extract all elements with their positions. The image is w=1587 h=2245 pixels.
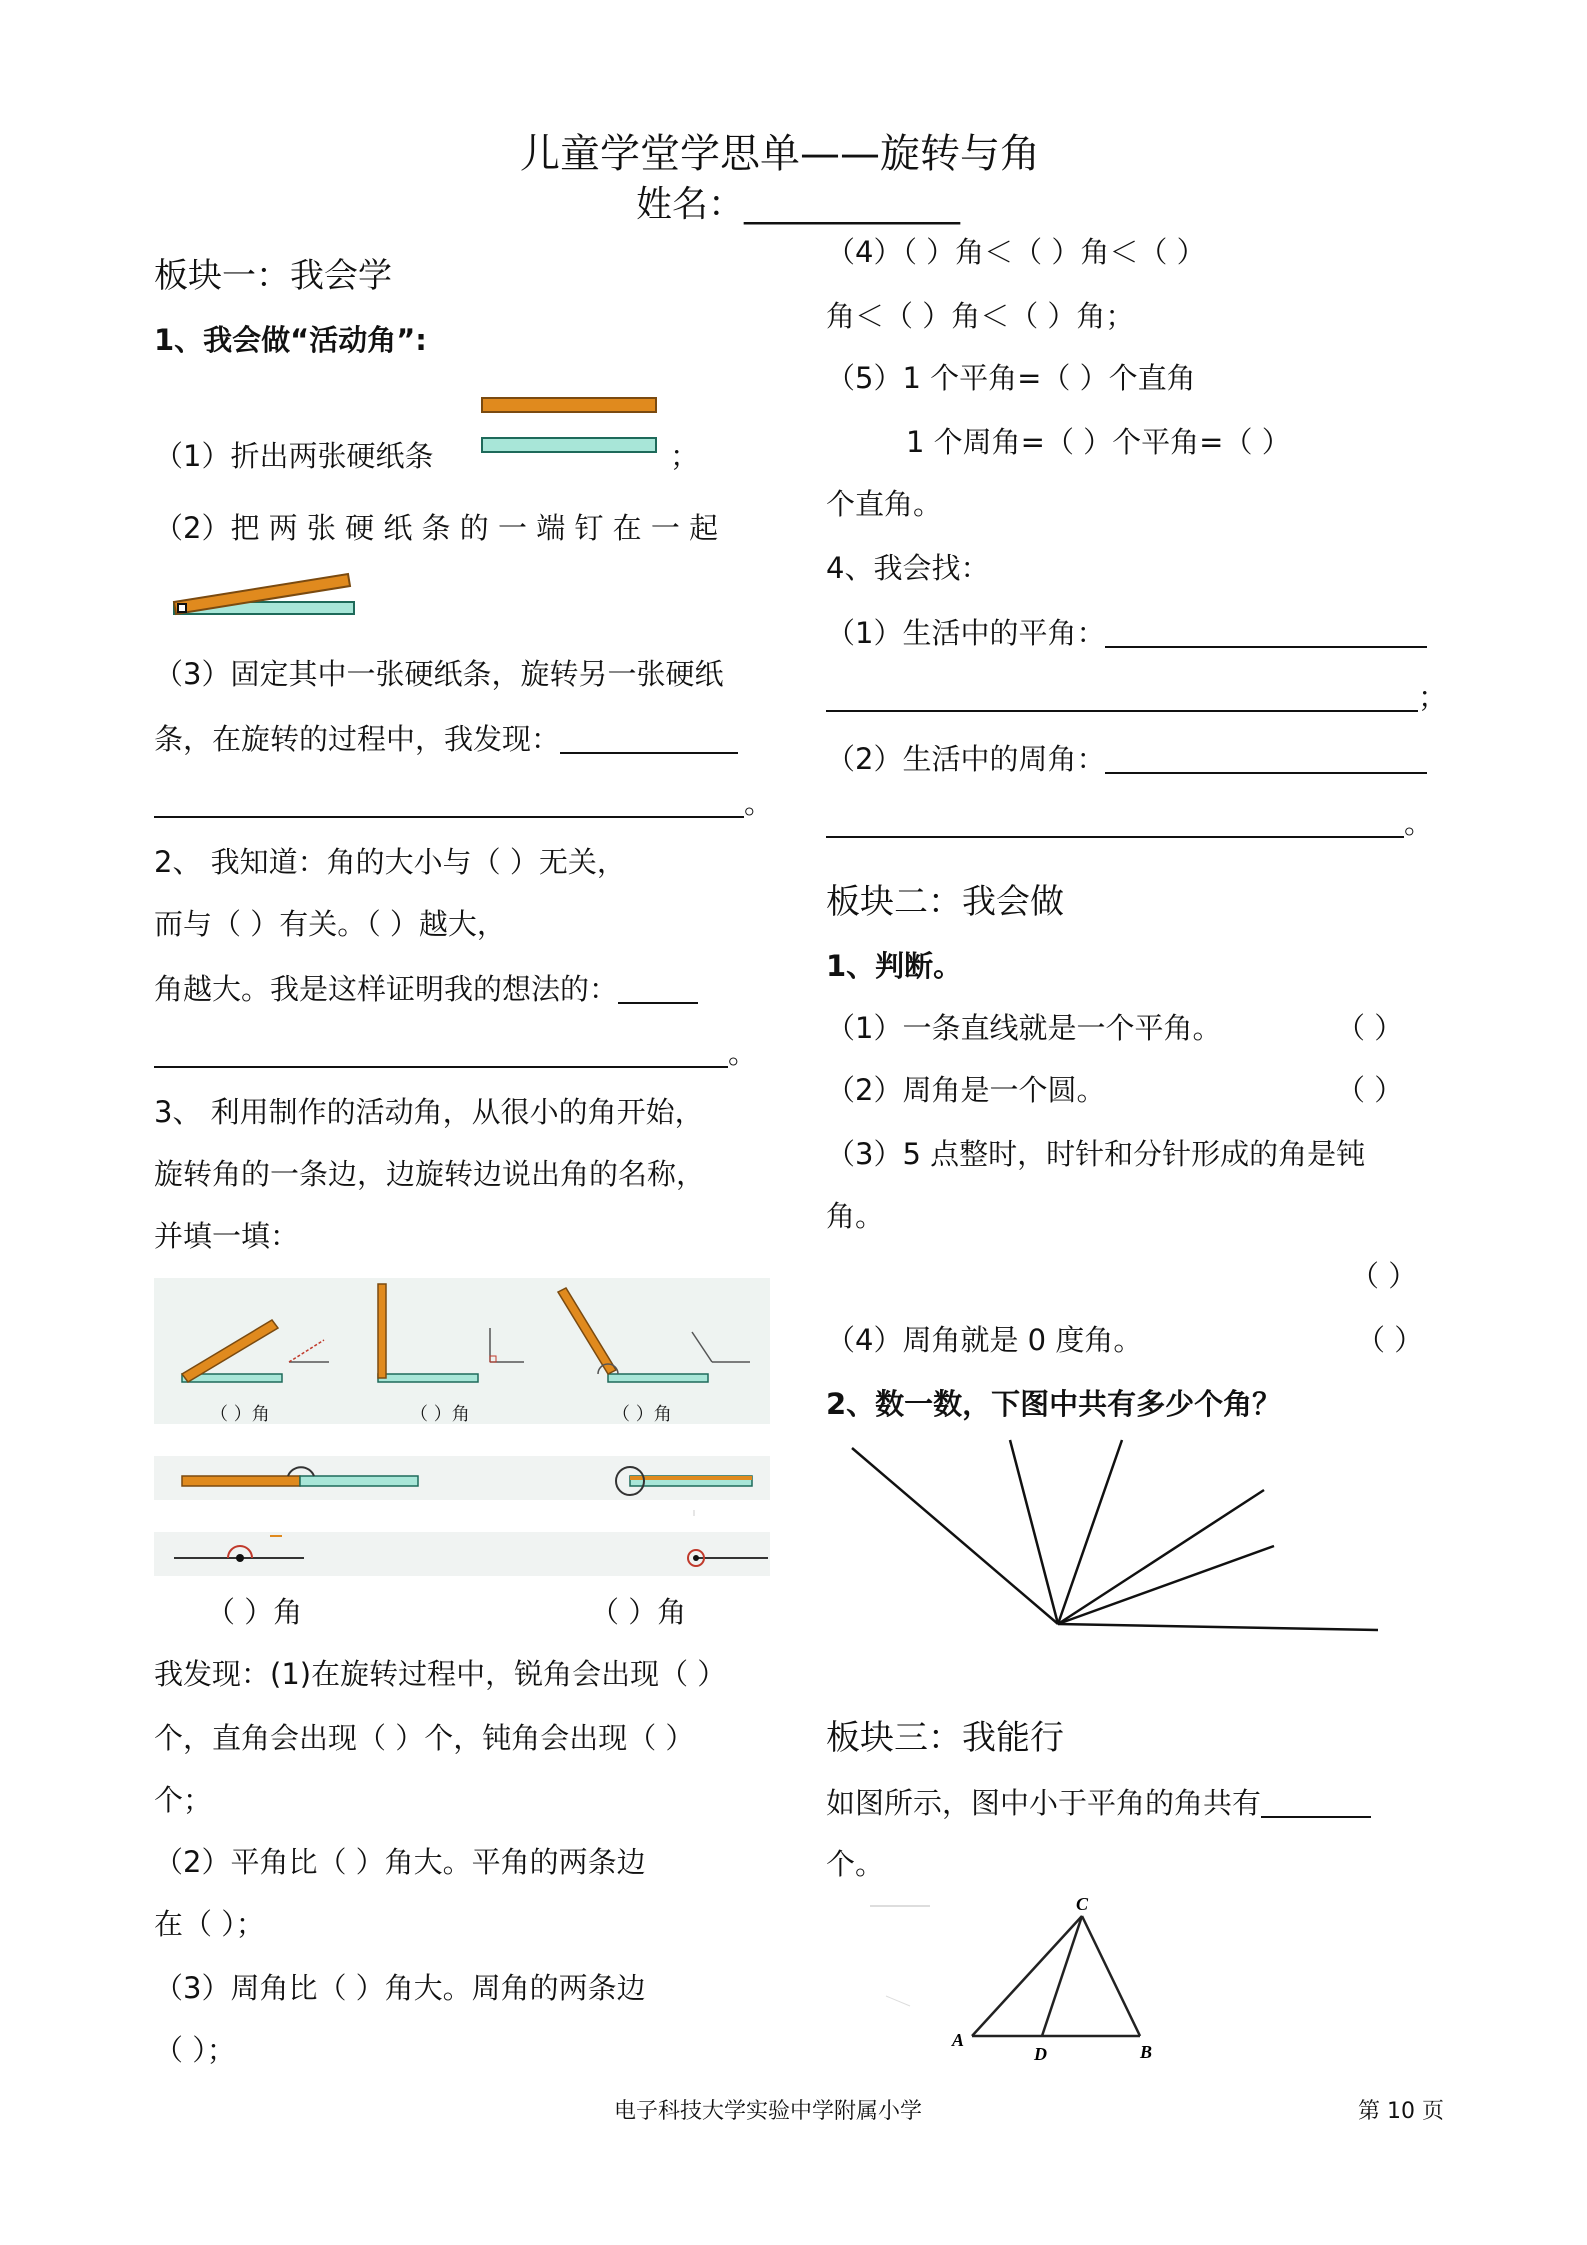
q5-line-a: （5）1 个平角=（ ）个直角	[826, 361, 1196, 395]
judge-title: 1、判断。	[826, 949, 963, 983]
sec3-line-a: 如图所示，图中小于平角的角共有	[826, 1786, 1371, 1818]
sec3-blank[interactable]	[1261, 1786, 1371, 1818]
q4-line-b: 角＜（ ）角＜（ ）角；	[826, 299, 1135, 333]
teal-strip	[482, 438, 656, 452]
judge-3-line-b: 角。	[826, 1199, 885, 1233]
judge-4: （4）周角就是 0 度角。	[826, 1323, 1143, 1357]
find-line-b: 个，直角会出现（ ）个，钝角会出现（ ）	[154, 1721, 695, 1755]
triangle-figure	[870, 1896, 1170, 2066]
q3-line-c: 并填一填：	[154, 1219, 300, 1253]
q1-3-blank-2[interactable]	[154, 786, 744, 818]
q1-1-text: （1）折出两张硬纸条	[154, 439, 434, 473]
q2-line-a: 2、 我知道：角的大小与（ ）无关，	[154, 845, 626, 879]
q1-3-line-c: 。	[154, 786, 773, 818]
find-2-line-b: 在（ ）；	[154, 1907, 265, 1941]
q1-3-blank-1[interactable]	[560, 722, 738, 754]
full-angle-label: （ ）角	[590, 1595, 687, 1629]
name-label: 姓名：	[636, 184, 745, 225]
name-blank[interactable]: ____________	[744, 184, 961, 225]
fig3-label: （ ）角	[612, 1404, 672, 1425]
q2-blank-2[interactable]	[154, 1036, 728, 1068]
judge-2-answer[interactable]: （ ）	[1336, 1073, 1404, 1107]
q4-line-a: （4）（ ）角＜（ ）角＜（ ）	[826, 235, 1206, 269]
judge-4-answer[interactable]: （ ）	[1356, 1323, 1424, 1357]
find-1-blank-2[interactable]	[826, 680, 1418, 712]
judge-1: （1）一条直线就是一个平角。	[826, 1011, 1222, 1045]
q3-line-b: 旋转角的一条边，边旋转边说出角的名称，	[154, 1157, 706, 1191]
find-2-line: （2）生活中的周角：	[826, 742, 1427, 774]
vertex-c-label: C	[1076, 1894, 1089, 1914]
ray-4	[1058, 1490, 1264, 1624]
find-2-blank-2[interactable]	[826, 806, 1404, 838]
section2-heading: 板块二：我会做	[826, 882, 1064, 922]
footer-school: 电子科技大学实验中学附属小学	[614, 2099, 923, 2124]
footer-page-number: 第 10 页	[1358, 2099, 1444, 2124]
fig1-label: （ ）角	[210, 1404, 270, 1425]
q1-title: 1、我会做“活动角”:	[154, 323, 427, 357]
q1-3-line-a: （3）固定其中一张硬纸条，旋转另一张硬纸	[154, 657, 724, 691]
straight-angle-label: （ ）角	[206, 1595, 303, 1629]
two-strips-figure	[480, 396, 660, 460]
find-1-line: （1）生活中的平角：	[826, 616, 1427, 648]
find-line-a: 我发现：(1)在旋转过程中，锐角会出现（ ）	[154, 1657, 727, 1691]
pinned-strips-figure	[168, 566, 368, 626]
vertex-b-label: B	[1140, 2042, 1153, 2062]
fig2-label: （ ）角	[410, 1404, 470, 1425]
find-2-line-2: 。	[826, 806, 1433, 838]
q3-line-a: 3、 利用制作的活动角，从很小的角开始，	[154, 1095, 704, 1129]
section3-heading: 板块三：我能行	[826, 1718, 1064, 1758]
count-title: 2、数一数，下图中共有多少个角？	[826, 1387, 1282, 1421]
straight-full-angle-figures	[154, 1452, 770, 1576]
q2-line-d: 。	[154, 1036, 757, 1068]
judge-3-line-a: （3）5 点整时，时针和分针形成的角是钝	[826, 1137, 1366, 1171]
find-line-c: 个；	[154, 1783, 213, 1817]
find-1-line-2: ；	[826, 680, 1447, 712]
find-3-line-a: （3）周角比（ ）角大。周角的两条边	[154, 1971, 646, 2005]
ray-2	[1010, 1440, 1058, 1624]
vertex-d-label: D	[1034, 2044, 1047, 2064]
find-1-blank[interactable]	[1105, 616, 1427, 648]
find-title: 4、我会找：	[826, 551, 990, 585]
ray-1	[852, 1448, 1058, 1624]
sec3-line-b: 个。	[826, 1847, 885, 1881]
q2-line-c: 角越大。我是这样证明我的想法的：	[154, 972, 698, 1004]
page-title: 儿童学堂学思单——旋转与角	[520, 131, 1040, 177]
judge-1-answer[interactable]: （ ）	[1336, 1011, 1404, 1045]
q1-1-end: ；	[670, 439, 700, 473]
orange-strip	[482, 398, 656, 412]
q2-line-b: 而与（ ）有关。（ ）越大，	[154, 907, 506, 941]
ray-6	[1058, 1624, 1378, 1630]
section1-heading: 板块一：我会学	[154, 256, 392, 296]
ray-5	[1058, 1546, 1274, 1624]
vertex-a-label: A	[952, 2030, 965, 2050]
find-2-blank[interactable]	[1105, 742, 1427, 774]
q5-line-b: 1 个周角=（ ）个平角=（ ）	[906, 425, 1291, 459]
find-2-line-a: （2）平角比（ ）角大。平角的两条边	[154, 1845, 646, 1879]
name-row	[636, 176, 960, 227]
q1-2-text: （2）把 两 张 硬 纸 条 的 一 端 钉 在 一 起	[154, 511, 719, 545]
q5-line-c: 个直角。	[826, 487, 943, 521]
ray-fan-figure	[840, 1440, 1400, 1640]
judge-3-answer[interactable]: （ ）	[1350, 1259, 1418, 1293]
q1-3-line-b: 条，在旋转的过程中，我发现：	[154, 722, 738, 754]
pin-icon	[178, 604, 186, 612]
q2-blank-1[interactable]	[618, 972, 698, 1004]
find-3-line-b: （ ）；	[154, 2033, 236, 2067]
ray-3	[1058, 1440, 1122, 1624]
judge-2: （2）周角是一个圆。	[826, 1073, 1106, 1107]
